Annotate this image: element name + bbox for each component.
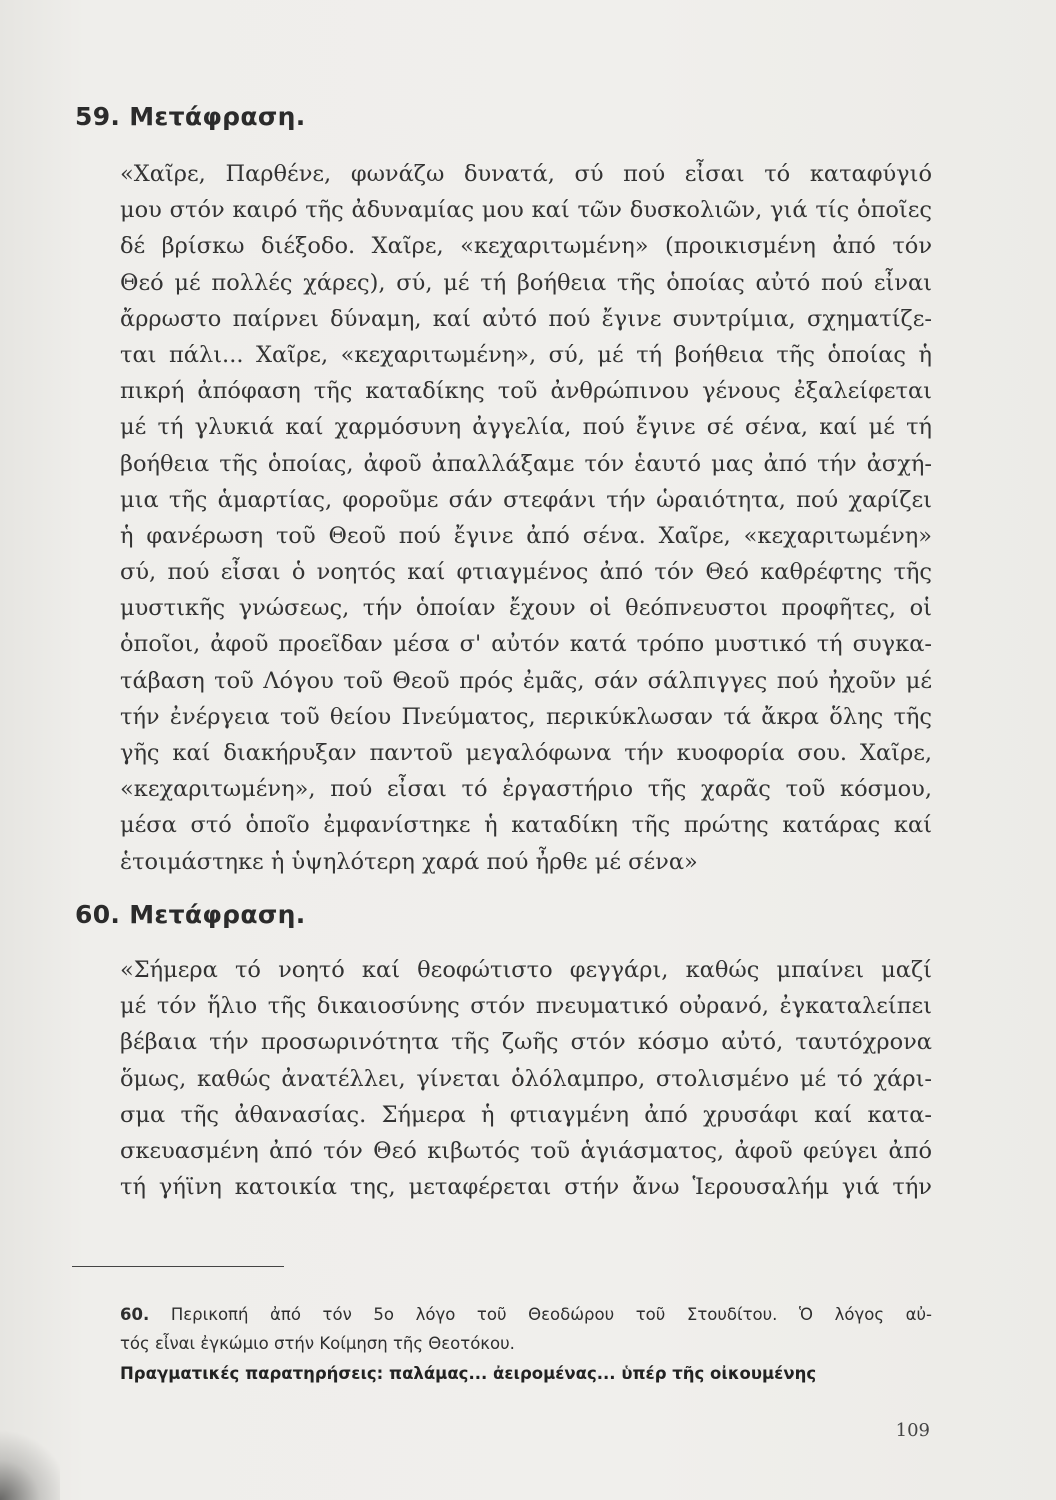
handwritten-notes: Πραγματικές παρατηρήσεις: παλάμας... ἀειρομένας... ὑπέρ τῆς οἰκουμένης <box>120 1364 817 1383</box>
section-60-text <box>120 952 932 1205</box>
footnote-line: τός εἶναι ἐγκώμιο στήν Κοίμηση τῆς Θεοτόκου. <box>120 1334 515 1353</box>
text-line: σύ, πού εἶσαι ὁ νοητός καί φτιαγμένος ἀπό τόν Θεό καθρέφτης τῆς <box>120 559 932 586</box>
text-line: «κεχαριτωμένη», πού εἶσαι τό ἐργαστήριο τῆς χαρᾶς τοῦ κόσμου, <box>120 776 932 803</box>
text-line: τήν ἐνέργεια τοῦ θείου Πνεύματος, περικύκλωσαν τά ἄκρα ὅλης τῆς <box>120 703 932 730</box>
footnote-60 <box>120 1300 932 1358</box>
page-number: 109 <box>895 1420 930 1441</box>
section-59-heading: 59. Μετάφραση. <box>75 102 306 131</box>
text-line: ὅμως, καθώς ἀνατέλλει, γίνεται ὁλόλαμπρο, στολισμένο μέ τό χάρι- <box>120 1065 932 1092</box>
section-59-text <box>120 156 932 880</box>
footnote-text: Περικοπή ἀπό τόν 5ο λόγο τοῦ Θεοδώρου τοῦ Στουδίτου. Ὁ λόγος αὐ- <box>170 1305 932 1324</box>
text-line: μέσα στό ὁποῖο ἐμφανίστηκε ἡ καταδίκη τῆς πρώτης κατάρας καί <box>120 812 932 839</box>
text-line: ἄρρωστο παίρνει δύναμη, καί αὐτό πού ἔγινε συντρίμια, σχηματίζε- <box>120 305 932 332</box>
text-line: μια τῆς ἁμαρτίας, φοροῦμε σάν στεφάνι τήν ὡραιότητα, πού χαρίζει <box>120 486 932 513</box>
text-line: ἑτοιμάστηκε ἡ ὑψηλότερη χαρά πού ἦρθε μέ σένα» <box>120 848 698 875</box>
text-line: μέ τόν ἥλιο τῆς δικαιοσύνης στόν πνευματικό οὐρανό, ἐγκαταλείπει <box>120 993 932 1020</box>
text-line: γῆς καί διακήρυξαν παντοῦ μεγαλόφωνα τήν κυοφορία σου. Χαῖρε, <box>120 740 932 766</box>
text-line: «Χαῖρε, Παρθένε, φωνάζω δυνατά, σύ πού εἶσαι τό καταφύγιό <box>120 161 932 187</box>
scan-corner-shadow <box>0 1420 60 1500</box>
text-line: ται πάλι... Χαῖρε, «κεχαριτωμένη», σύ, μέ τή βοήθεια τῆς ὁποίας ἡ <box>120 341 932 368</box>
text-line: σμα τῆς ἀθανασίας. Σήμερα ἡ φτιαγμένη ἀπό χρυσάφι καί κατα- <box>120 1101 932 1128</box>
section-60-heading: 60. Μετάφραση. <box>75 900 306 929</box>
footnote-number: 60. <box>120 1305 150 1324</box>
text-line: σκευασμένη ἀπό τόν Θεό κιβωτός τοῦ ἁγιάσματος, ἀφοῦ φεύγει ἀπό <box>120 1137 932 1164</box>
text-line: μου στόν καιρό τῆς ἀδυναμίας μου καί τῶν δυσκολιῶν, γιά τίς ὁποῖες <box>120 197 932 224</box>
text-line: τάβαση τοῦ Λόγου τοῦ Θεοῦ πρός ἐμᾶς, σάν σάλπιγγες πού ἠχοῦν μέ <box>120 667 932 694</box>
footnote-line <box>120 1300 932 1329</box>
text-line: δέ βρίσκω διέξοδο. Χαῖρε, «κεχαριτωμένη» (προικισμένη ἀπό τόν <box>120 233 932 260</box>
footnote-divider <box>72 1266 284 1267</box>
text-line: ἡ φανέρωση τοῦ Θεοῦ πού ἔγινε ἀπό σένα. Χαῖρε, «κεχαριτωμένη» <box>120 522 932 549</box>
text-line: βέβαια τήν προσωρινότητα τῆς ζωῆς στόν κόσμο αὐτό, ταυτόχρονα <box>120 1029 932 1056</box>
text-line: πικρή ἀπόφαση τῆς καταδίκης τοῦ ἀνθρώπινου γένους ἐξαλείφεται <box>120 378 932 405</box>
text-line: μέ τή γλυκιά καί χαρμόσυνη ἀγγελία, πού ἔγινε σέ σένα, καί μέ τή <box>120 414 932 441</box>
text-line: Θεό μέ πολλές χάρες), σύ, μέ τή βοήθεια τῆς ὁποίας αὐτό πού εἶναι <box>120 269 932 296</box>
text-line: «Σήμερα τό νοητό καί θεοφώτιστο φεγγάρι, καθώς μπαίνει μαζί <box>120 957 932 983</box>
text-line: ὁποῖοι, ἀφοῦ προεῖδαν μέσα σ' αὐτόν κατά τρόπο μυστικό τή συγκα- <box>120 631 932 658</box>
text-line: βοήθεια τῆς ὁποίας, ἀφοῦ ἀπαλλάξαμε τόν ἑαυτό μας ἀπό τήν ἀσχή- <box>120 450 932 477</box>
text-line: τή γήϊνη κατοικία της, μεταφέρεται στήν ἄνω Ἱερουσαλήμ γιά τήν <box>120 1174 932 1201</box>
text-line: μυστικῆς γνώσεως, τήν ὁποίαν ἔχουν οἱ θεόπνευστοι προφῆτες, οἱ <box>120 595 932 622</box>
